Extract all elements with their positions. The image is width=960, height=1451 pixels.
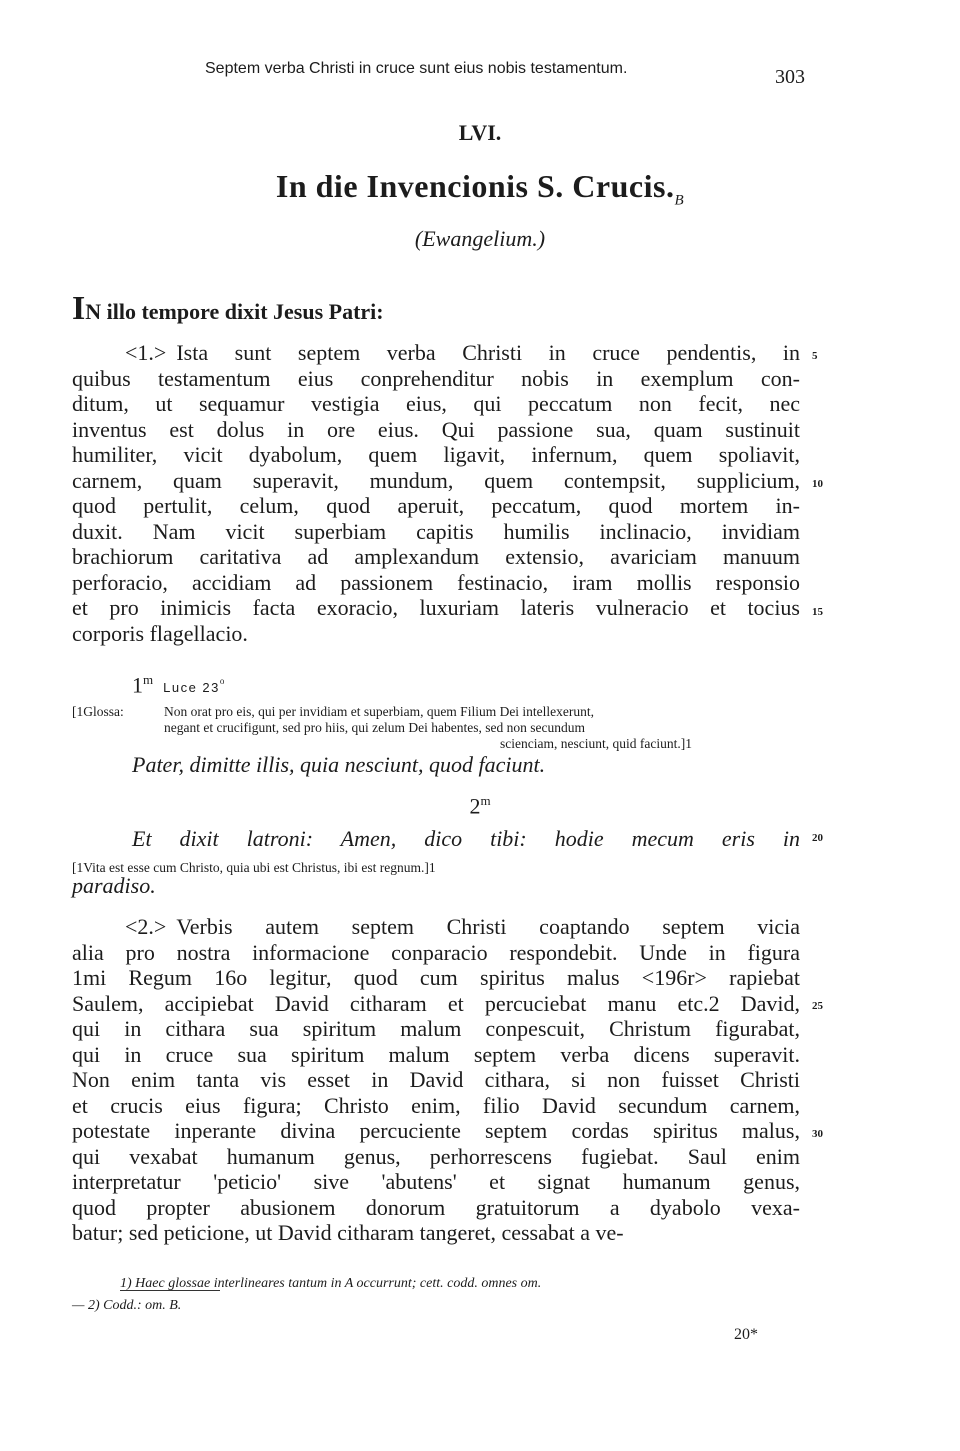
- section-marker: <1.>: [125, 340, 167, 365]
- line-number: 10: [812, 478, 823, 490]
- word-1-verse: Pater, dimitte illis, quia nesciunt, quod faciunt.: [132, 752, 546, 777]
- text-line: qui vexabat humanum genus, perhorrescens fugiebat. Saul enim: [72, 1143, 800, 1169]
- text-line: potestate inperante divina percuciente septem cordas spiritus malus,: [72, 1118, 800, 1143]
- word-2-verse-line: Et dixit latroni: Amen, dico tibi: hodie mecum eris in: [132, 826, 800, 851]
- running-header: Septem verba Christi in cruce sunt eius nobis testamentum.: [205, 60, 628, 77]
- chapter-title-siglum: B: [674, 192, 685, 209]
- section-marker: <2.>: [125, 914, 167, 939]
- word-1-heading: [132, 672, 224, 698]
- text-line: corporis flagellacio.: [72, 620, 248, 646]
- word-1-reference-sup: o: [219, 676, 225, 686]
- text-line: Saulem, accipiebat David citharam et percuciebat manu etc.2 David,: [72, 990, 800, 1016]
- drop-cap: I: [72, 290, 86, 327]
- printer-signature: 20*: [734, 1326, 758, 1343]
- glossa-line: Non orat pro eis, qui per invidiam et superbiam, quem Filium Dei intellexerunt,: [164, 704, 595, 719]
- word-1-reference: Luce 23: [163, 680, 220, 696]
- glossa-line: negant et crucifigunt, sed pro hiis, qui zelum Dei habentes, sed non secundum: [164, 720, 586, 735]
- text-line: duxit. Nam vicit superbiam capitis humilis inclinacio, invidiam: [72, 518, 800, 544]
- page-number: 303: [775, 66, 805, 88]
- word-2-gloss: [1Vita est esse cum Christo, quia ubi est Christus, ibi est regnum.]1: [72, 860, 436, 875]
- text-line: 1mi Regum 16o legitur, quod cum spiritus malus <196r> rapiebat: [72, 965, 800, 990]
- line-number: 20: [812, 832, 823, 844]
- text-line: qui in cruce sua spiritum malum septem verba dicens superavit.: [72, 1041, 800, 1067]
- text-line: brachiorum caritativa ad amplexandum extensio, avariciam manuum: [72, 544, 800, 569]
- line-number: 5: [812, 350, 818, 362]
- word-1-sup: m: [143, 672, 154, 687]
- text-line: interpretatur 'peticio' sive 'abutens' et signat humanum genus,: [72, 1169, 800, 1194]
- word-2-number: 2: [469, 793, 481, 819]
- chapter-title: [0, 168, 960, 209]
- incipit-text: N illo tempore dixit Jesus Patri:: [85, 299, 384, 324]
- text-line: perforacio, accidiam ad passionem festinacio, iram mollis responsio: [72, 569, 800, 595]
- text-line: Non enim tanta vis esset in David cithara, si non fuisset Christi: [72, 1067, 800, 1092]
- glossa-label: [1Glossa:: [72, 704, 124, 719]
- word-2-sup: m: [480, 793, 491, 808]
- chapter-number: LVI.: [458, 120, 502, 145]
- text-line: quod pertulit, celum, quod aperuit, peccatum, quod mortem in-: [72, 493, 800, 518]
- incipit: [72, 290, 384, 328]
- text-line-content: Ista sunt septem verba Christi in cruce pendentis, in: [176, 340, 800, 365]
- line-number: 15: [812, 606, 823, 618]
- line-number: 30: [812, 1128, 823, 1140]
- text-line: quibus testamentum eius conprehenditur nobis in exemplum con-: [72, 365, 800, 391]
- text-line: et pro inimicis facta exoracio, luxuriam lateris vulneracio et tocius: [72, 595, 800, 620]
- footnote: 1) Haec glossae interlineares tantum in A occurrunt; cett. codd. omnes om.: [120, 1276, 542, 1291]
- text-line: quod propter abusionem donorum gratuitorum a dyabolo vexa-: [72, 1194, 800, 1220]
- text-line: et crucis eius figura; Christo enim, filio David secundum carnem,: [72, 1092, 800, 1118]
- text-line: qui in cithara sua spiritum malum conpescuit, Christum figurabat,: [72, 1016, 800, 1041]
- text-line: inventus est dolus in ore eius. Qui passione sua, quam sustinuit: [72, 416, 800, 442]
- footnote: — 2) Codd.: om. B.: [72, 1298, 182, 1313]
- chapter-title-text: In die Invencionis S. Crucis.: [275, 168, 675, 204]
- text-line-content: Verbis autem septem Christi coaptando septem vicia: [176, 914, 800, 939]
- text-line: humiliter, vicit dyabolum, quem ligavit, infernum, quem spoliavit,: [72, 442, 800, 467]
- text-line: carnem, quam superavit, mundum, quem contempsit, supplicium,: [72, 467, 800, 493]
- word-2-verse-line: paradiso.: [72, 873, 156, 898]
- chapter-subtitle: (Ewangelium.): [414, 226, 546, 251]
- word-2-heading: [0, 793, 960, 819]
- word-1-number: 1: [132, 672, 143, 698]
- text-line: alia pro nostra informacione conparacio respondebit. Unde in figura: [72, 939, 800, 965]
- line-number: 25: [812, 1000, 823, 1012]
- glossa-line: scienciam, nesciunt, quid faciunt.]1: [500, 736, 692, 751]
- text-line: batur; sed peticione, ut David citharam tangeret, cessabat a ve-: [72, 1220, 624, 1245]
- text-line: ditum, ut sequamur vestigia eius, qui peccatum non fecit, nec: [72, 391, 800, 416]
